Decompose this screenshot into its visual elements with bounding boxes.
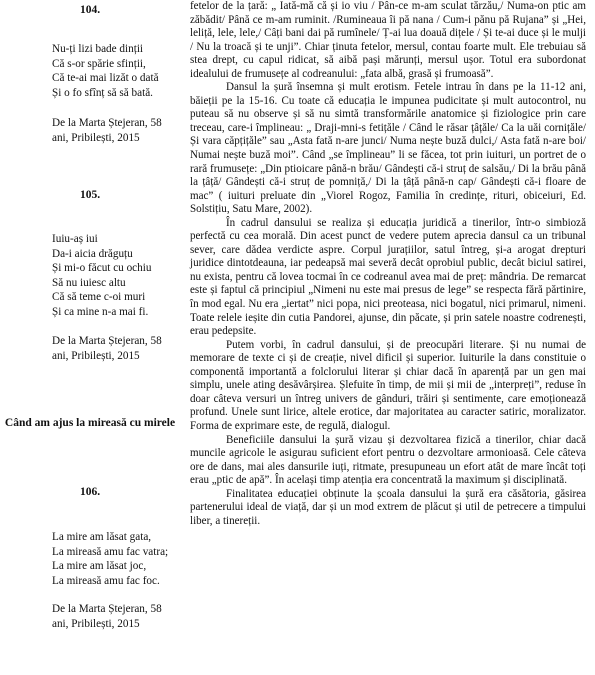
paragraph-4: Putem vorbi, în cadrul dansului, și de preocupări literare. Și nu numai de memorare de texte ci și de creație, nivel dificil și superior. Iuiturile la dans constituie o componentă importantă a folclorului literar și chiar dacă în aparență par un gen mai simplu, unele ating desăvârșirea. Șlefuite în timp, de mii și mii de „interpreți”, reduse în doar câteva versuri un întreg univers de gânduri, trăiri și sentimente, care emoționează profund. Unele sunt lirice, altele erotice, dar majoritatea au caracter satiric, moralizator. Forma de exprimare este, de regulă, dialogul.: [190, 338, 586, 432]
verse-line: La mire am lăsat joc,: [52, 560, 147, 573]
poem-105: [52, 232, 151, 320]
poem-106: [52, 530, 168, 588]
paragraph-1: fetelor de la țară: „ Iată-mă că și io viu / Pân-ce m-am sculat tărzău,/ Numa-on ptic am zăbădit/ Până ce m-am ruminit. /Rumineaua îi pă nana / Cum-i pănu pă Rujana” și „Hei, leliță, lele, lele,/ Câți bani dai pă rumînele/ Ț-ai lua doauă dițele / Și te-ai duce și le mulji / Nu la troacă și te unji”. Chiar ținuta fetelor, mersul, contau foarte mult. Ele trebuiau să stea drept, cu capul ridicat, să aibă pași mărunți, mersul ușor. Totul era subordonat idealului de frumusețe al codreanului: „fata albă, grasă și frumoasă”.: [190, 0, 586, 80]
poem-number-105: 105.: [79, 189, 101, 201]
source-104: De la Marta Ștejeran, 58 ani, Pribilești, 2015: [52, 117, 162, 144]
paragraph-3: În cadrul dansului se realiza și educația juridică a tinerilor, într-o simbioză perfectă cu cea morală. Din acest punct de vedere putem aprecia dansul ca un tribunal sever, care dădea verdicte aspre. Corpul jurațiilor, satul întreg, și-a arogat drepturi juridice dintotdeauna, iar pedeapsă mai severă decât oprobiul public, decât biciul satirei, nu exista, pentru că lovea tocmai în ce codreanul avea mai de preț: mândria. De remarcat este și faptul că principiul „Nimeni nu este mai presus de lege” se respecta fără părtinire, în mod egal. Nu era „iertat” nici popa, nici preoteasa, nici bogatul, nici primarul, nimeni. Toate relele ieșite din cutia Pandorei, ajunse, din păcate, și prin satele noastre codrenești, erau pedepsite.: [190, 216, 586, 338]
verse-line: Iuiu-aș iui: [52, 233, 98, 245]
verse-line: Că să teme c-oi muri: [52, 291, 146, 304]
verse-line: Da-i aicia drăguțu: [52, 247, 133, 260]
verse-line: Nu-ți lizi bade dinții: [52, 43, 144, 55]
poem-number-106: 106.: [79, 486, 101, 498]
verse-line: La mireasă amu fac foc.: [52, 574, 160, 587]
verse-line: La mireasă amu fac vatra;: [52, 545, 169, 558]
paragraph-2: Dansul la șură însemna și mult erotism. Fetele intrau în dans pe la 11-12 ani, băieții pe la 15-16. Cu toate că educația le impunea pudicitate și mult autocontrol, nu puteau să nu observe și să nu simtă transformările anatomice și fiziologice prin care treceau, care-i împlineau: „ Draji-mni-s fetițăle / Când le răsar țâțăle/ Ca la uăi cornițăle/ Și vara căpțițăle” sau „Asta fată n-are junci/ Numa nește buză dulci,/ Asta fată n-are boi/ Numai nește buză moi”. Când „se împlineau” li se făcea, tot prin iuituri, un portret de o rară frumusețe: „Din ptioicare până-n brău/ Gândești că-i struț de salsău,/ Di la brău până la țâță/ Gândești că-i struț de pomniță,/ Di la țâță până-n cap/ Gândești că-i floare de mac” ( iuituri preluate din „Viorel Rogoz, Familia în credințe, rituri, obiceiuri, Ed. Solstițiu, Satu Mare, 2002).: [190, 81, 586, 216]
right-column: [190, 0, 586, 675]
poem-number-104: 104.: [79, 4, 101, 16]
poem-104: [52, 42, 159, 100]
verse-line: Că te-ai mai lizăt o dată: [52, 72, 159, 85]
verse-line: Să nu iuiesc altu: [52, 276, 126, 289]
source-106: De la Marta Ștejeran, 58 ani, Pribilești, 2015: [52, 603, 162, 630]
verse-line: Și o fo sfînț să să bată.: [52, 86, 153, 99]
left-column: [0, 0, 180, 675]
verse-line: Și ca mine n-a mai fi.: [52, 305, 149, 318]
paragraph-6: Finalitatea educației obținute la școala dansului la șură era căsătoria, găsirea partenerului ideal de viață, dar și un mod extrem de plăcut și util de petrecere a timpului liber, a tinereții.: [190, 487, 586, 527]
verse-line: Și mi-o făcut cu ochiu: [52, 262, 152, 275]
verse-line: Că s-or spărie sfinții,: [52, 57, 146, 70]
source-105: De la Marta Ștejeran, 58 ani, Pribilești, 2015: [52, 335, 162, 362]
verse-line: La mire am lăsat gata,: [52, 531, 152, 543]
poem-title: Când am ajus la mireasă cu mirele: [4, 417, 176, 429]
paragraph-5: Beneficiile dansului la șură vizau și dezvoltarea fizică a tinerilor, chiar dacă muncile agricole le asigurau suficient efort pentru o dezvoltare armonioasă. Cele câteva ore de dans, mai ales dansurile iuți, ritmate, presupuneau un efort atât de mare încât toți erau „ptic de apă”. În același timp atenția era concentrată la maximum și disciplinată.: [190, 433, 586, 487]
